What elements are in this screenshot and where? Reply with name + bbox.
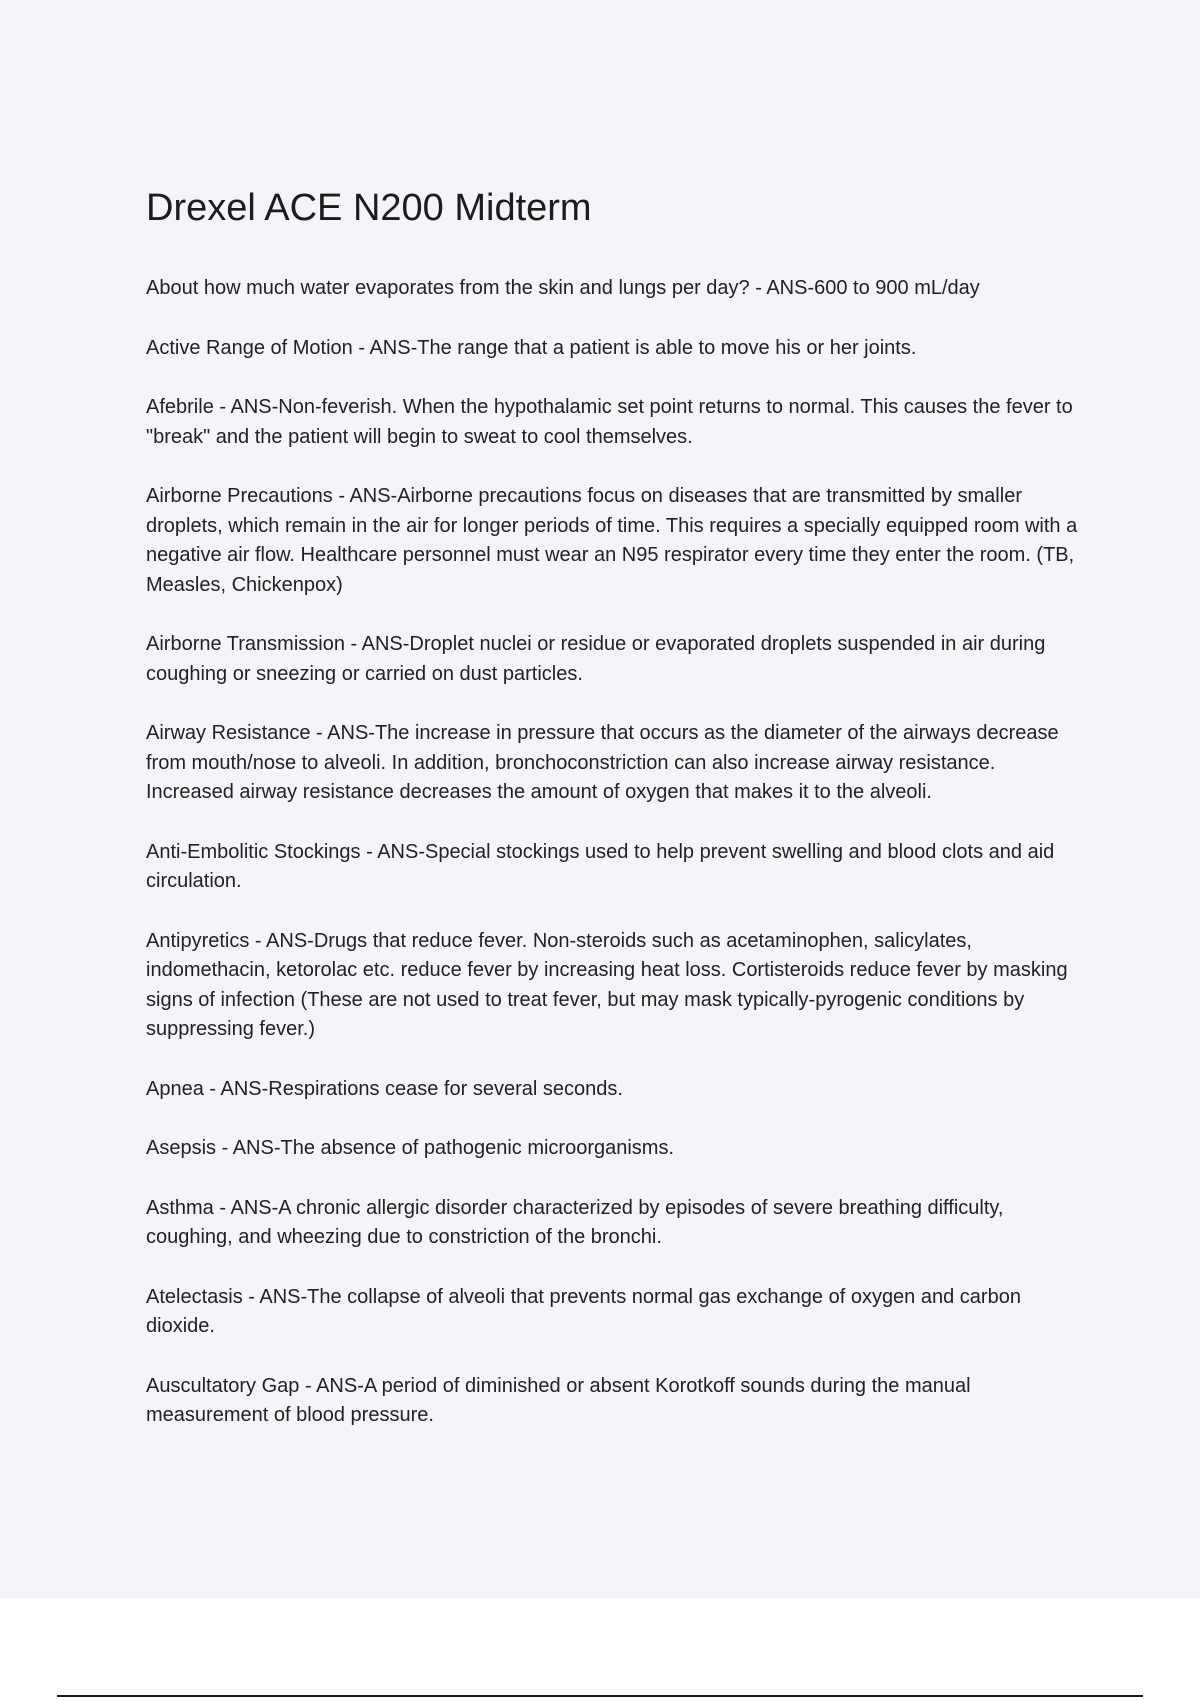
entry-antipyretics: Antipyretics - ANS-Drugs that reduce fever. Non-steroids such as acetaminophen, salicylates, indomethacin, ketorolac etc. reduce fever by increasing heat loss. Cortisteroids reduce fever by masking signs of infection (These are not used to treat fever, but may mask typically-pyrogenic conditions by suppressing fever.) <box>146 929 1068 1040</box>
document-content <box>146 184 1082 1461</box>
entry-afebrile: Afebrile - ANS-Non-feverish. When the hypothalamic set point returns to normal. This causes the fever to "break" and the patient will begin to sweat to cool themselves. <box>146 396 1073 448</box>
entry-anti-embolitic-stockings: Anti-Embolitic Stockings - ANS-Special stockings used to help prevent swelling and blood clots and aid circulation. <box>146 840 1055 892</box>
entry-atelectasis: Atelectasis - ANS-The collapse of alveoli that prevents normal gas exchange of oxygen and carbon dioxide. <box>146 1285 1021 1337</box>
entry-active-range-of-motion: Active Range of Motion - ANS-The range that a patient is able to move his or her joints. <box>146 336 917 359</box>
entry-asepsis: Asepsis - ANS-The absence of pathogenic microorganisms. <box>146 1137 675 1159</box>
entry-airborne-transmission: Airborne Transmission - ANS-Droplet nuclei or residue or evaporated droplets suspended in air during coughing or sneezing or carried on dust particles. <box>146 633 1046 685</box>
page-title: Drexel ACE N200 Midterm <box>146 187 592 229</box>
entry-asthma: Asthma - ANS-A chronic allergic disorder characterized by episodes of severe breathing difficulty, coughing, and wheezing due to constriction of the bronchi. <box>146 1196 1004 1248</box>
entry-auscultatory-gap: Auscultatory Gap - ANS-A period of diminished or absent Korotkoff sounds during the manual measurement of blood pressure. <box>146 1374 971 1426</box>
footer-divider <box>57 1695 1143 1697</box>
entry-evaporation: About how much water evaporates from the skin and lungs per day? - ANS-600 to 900 mL/day <box>146 277 980 299</box>
entry-apnea: Apnea - ANS-Respirations cease for several seconds. <box>146 1077 623 1100</box>
entry-airborne-precautions: Airborne Precautions - ANS-Airborne precautions focus on diseases that are transmitted by smaller droplets, which remain in the air for longer periods of time. This requires a specially equipped room with a negative air flow. Healthcare personnel must wear an N95 respirator every time they enter the room. (TB, Measles, Chickenpox) <box>146 485 1078 596</box>
entry-airway-resistance: Airway Resistance - ANS-The increase in pressure that occurs as the diameter of the airways decrease from mouth/nose to alveoli. In addition, bronchoconstriction can also increase airway resistance. Increased airway resistance decreases the amount of oxygen that makes it to the alveoli. <box>146 722 1059 803</box>
